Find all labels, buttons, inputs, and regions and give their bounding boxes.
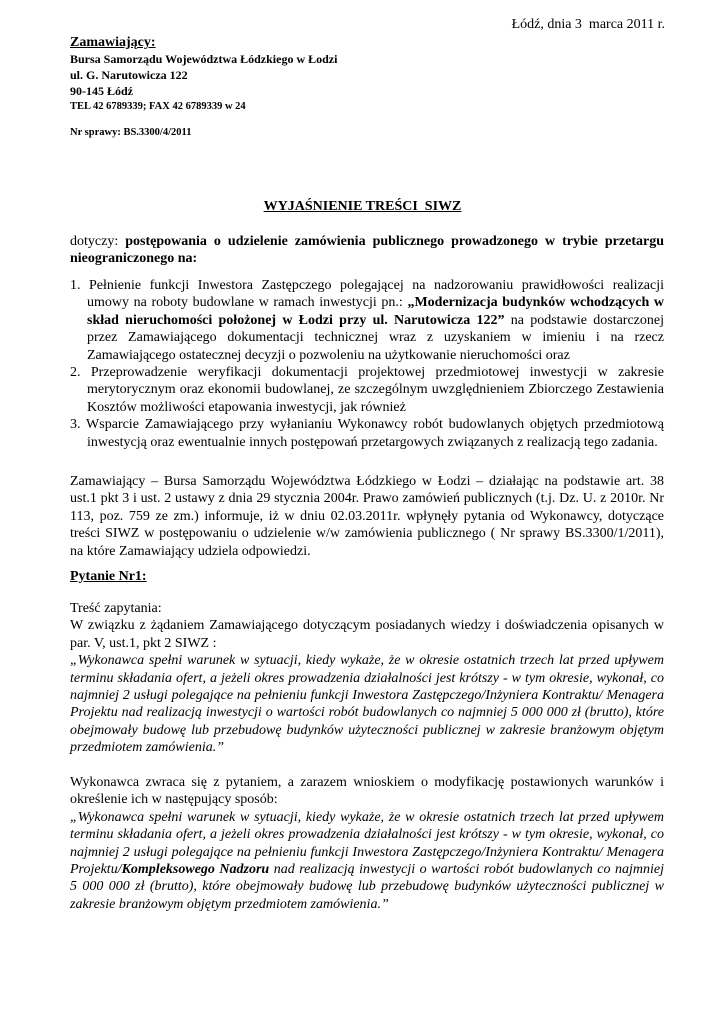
list-item	[70, 277, 664, 364]
list-item-text: na podstawie dostarczonej przez Zamawiającego dokumentacji technicznej wraz z uzyskaniem w imieniu i na rzecz Zamawiającego ostatecznej decyzji o pozwoleniu na użytkowanie nieruchomości oraz	[87, 312, 664, 363]
list-item-text: 1. Pełnienie funkcji Inwestora Zastępczego polegającej na nadzorowaniu prawidłowości realizacji umowy na roboty budowlane w ramach inwestycji pn.:	[70, 278, 664, 311]
quoted-condition: „Wykonawca spełni warunek w sytuacji, kiedy wykaże, że w okresie ostatnich trzech lat przed upływem terminu składania ofert, a jeżeli okres prowadzenia działalności jest krótszy - w tym okresie, wykonał, co najmniej 2 usługi polegające na pełnieniu funkcji Inwestora Zastępczego/Inżyniera Kontraktu/ Menagera Projektu nad realizacją inwestycji o wartości robót budowlanych co najmniej 5 000 000 zł (brutto), które obejmowały budowę lub przebudowę budynków użyteczności publicznej w zakresie branżowym objętym przedmiotem zamówienia.”	[70, 653, 664, 756]
subject-text: postępowania o udzielenie zamówienia publicznego prowadzonego w trybie przetargu nieograniczonego na:	[70, 234, 664, 267]
question-label: Treść zapytania:	[70, 601, 162, 616]
document-title: WYJAŚNIENIE TREŚCI SIWZ	[263, 199, 462, 214]
organization-name: Bursa Samorządu Województwa Łódzkiego w Łodzi	[70, 52, 338, 66]
proposed-condition-text: „Wykonawca spełni warunek w sytuacji, kiedy wykaże, że w okresie ostatnich trzech lat przed upływem terminu składania ofert, a jeżeli okres prowadzenia działalności jest krótszy - w tym okresie, wykonał, co najmniej 2 usługi polegające na pełnieniu funkcji Inwestora Zastępczego/Inżyniera Kontraktu/ Menagera Projektu/	[70, 809, 664, 878]
postal-code-city: 90-145 Łódź	[70, 84, 133, 98]
proposed-condition-text: nad realizacją inwestycji o wartości robót budowlanych co najmniej 5 000 000 zł (brutto), które obejmowały budowę lub przebudowę budynków użyteczności publicznej w zakresie branżowym objętym przedmiotem zamówienia.”	[70, 862, 665, 912]
subject-prefix: dotyczy:	[70, 234, 126, 249]
proposed-condition-emphasis: Kompleksowego Nadzoru	[121, 862, 270, 878]
intro-paragraph: Zamawiający – Bursa Samorządu Województwa Łódzkiego w Łodzi – działając na podstawie art. 38 ust.1 pkt 3 i ust. 2 ustawy z dnia 29 stycznia 2004r. Prawo zamówień publicznych (t.j. Dz. U. z 2010r. Nr 113, poz. 759 ze zm.) informuje, iż w dniu 02.03.2011r. wpłynęły pytania od Wykonawcy, dotyczące treści SIWZ w postępowaniu o udzielenie w/w zamówienia publicznego ( Nr sprawy BS.3300/1/2011), na które Zamawiający udziela odpowiedzi.	[70, 474, 664, 559]
contracting-authority-block	[70, 34, 337, 115]
document-date: Łódź, dnia 3 marca 2011 r.	[511, 17, 665, 32]
request-text: Wykonawca zwraca się z pytaniem, a zarazem wnioskiem o modyfikację postawionych warunków i określenie ich w następujący sposób:	[70, 775, 664, 808]
project-name: „Modernizacja budynków wchodzących w skład nieruchomości położonej w Łodzi przy ul. Narutowicza 122”	[87, 295, 665, 328]
contracting-authority-label: Zamawiający:	[70, 35, 156, 50]
question-heading: Pytanie Nr1:	[70, 569, 147, 584]
list-item: 3. Wsparcie Zamawiającego przy wyłanianiu Wykonawcy robót budowlanych objętych przedmiotową inwestycją oraz ewentualnie innych postępowań przetargowych związanych z realizacją tego zadania.	[70, 417, 664, 450]
question-body	[70, 600, 664, 757]
scope-list	[70, 277, 664, 451]
case-number: Nr sprawy: BS.3300/4/2011	[70, 127, 192, 138]
proposed-condition	[70, 809, 664, 913]
street-address: ul. G. Narutowicza 122	[70, 68, 188, 82]
subject-paragraph	[70, 233, 664, 268]
modification-request	[70, 774, 664, 913]
question-lead: W związku z żądaniem Zamawiającego dotyczącym posiadanych wiedzy i doświadczenia opisanych w par. V, ust.1, pkt 2 SIWZ :	[70, 618, 664, 651]
contact-phone-fax: TEL 42 6789339; FAX 42 6789339 w 24	[70, 101, 246, 112]
list-item: 2. Przeprowadzenie weryfikacji dokumentacji projektowej przedmiotowej inwestycji w zakresie merytorycznym oraz ekonomii budowlanej, ze szczególnym uwzględnieniem Zbiorczego Zestawienia Kosztów możliwości etapowania inwestycji, jak również	[70, 365, 664, 415]
